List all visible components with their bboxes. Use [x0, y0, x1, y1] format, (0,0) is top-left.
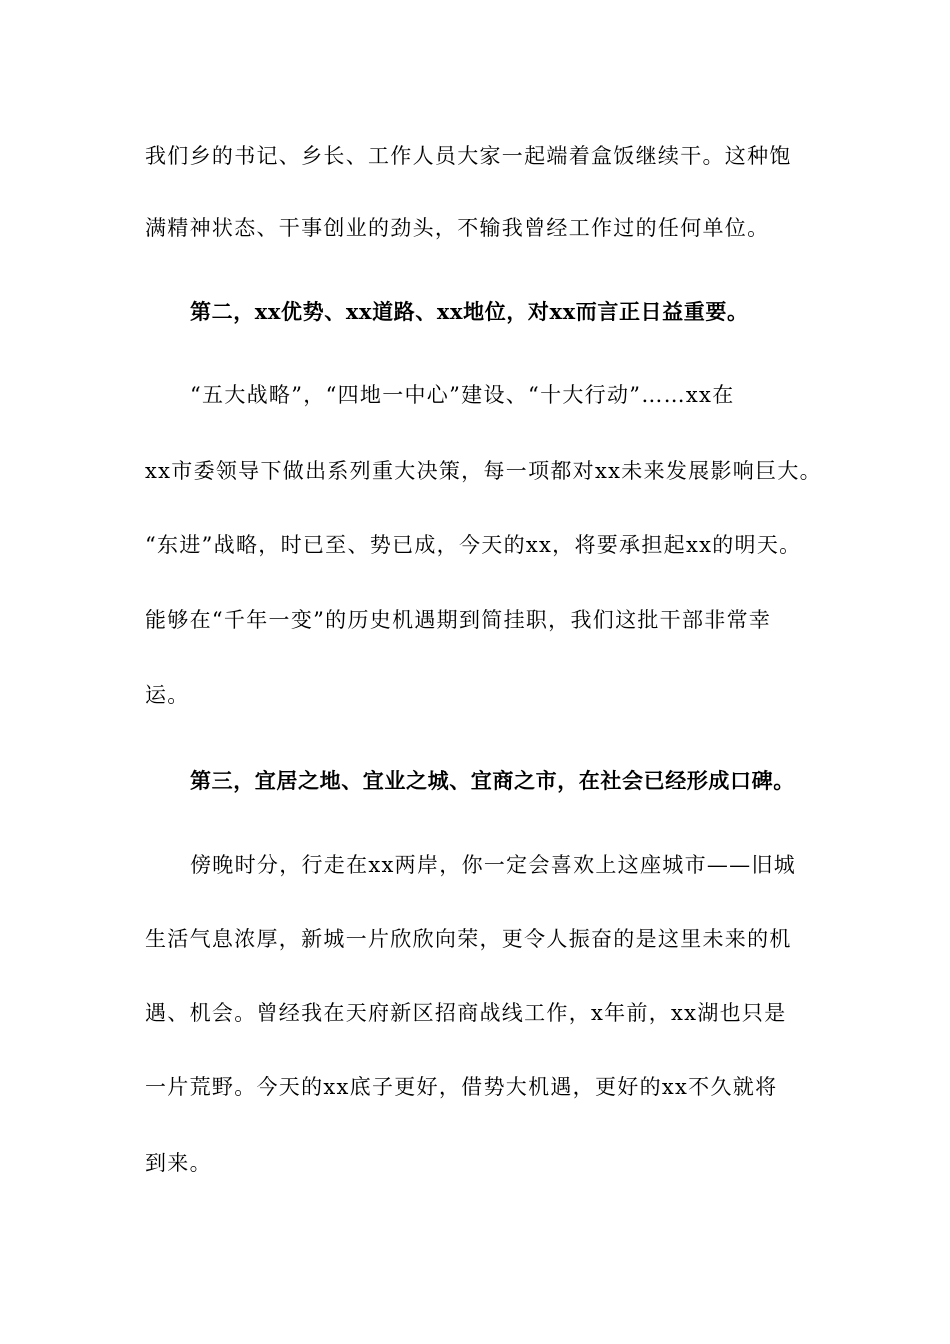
paragraph-line: “五大战略”，“四地一中心”建设、“十大行动”……xx在 — [190, 383, 735, 407]
paragraph-line: 我们乡的书记、乡长、工作人员大家一起端着盒饭继续干。这种饱 — [145, 144, 792, 168]
paragraph-line: “东进”战略，时已至、势已成，今天的xx，将要承担起xx的明天。 — [145, 533, 802, 557]
paragraph-line: 傍晚时分，行走在xx两岸，你一定会喜欢上这座城市——旧城 — [190, 853, 797, 877]
paragraph-line: 满精神状态、干事创业的劲头，不输我曾经工作过的任何单位。 — [145, 216, 770, 240]
paragraph-line: 到来。 — [145, 1151, 212, 1175]
paragraph-line: 遇、机会。曾经我在天府新区招商战线工作，x年前，xx湖也只是 — [145, 1001, 787, 1025]
section-heading: 第三，宜居之地、宜业之城、宜商之市，在社会已经形成口碑。 — [190, 768, 795, 793]
paragraph-line: 运。 — [145, 683, 190, 707]
section-heading: 第二，xx优势、xx道路、xx地位，对xx而言正日益重要。 — [190, 299, 749, 324]
paragraph-line: 一片荒野。今天的xx底子更好，借势大机遇，更好的xx不久就将 — [145, 1075, 778, 1099]
paragraph-line: 能够在“千年一变”的历史机遇期到简挂职，我们这批干部非常幸 — [145, 608, 772, 632]
paragraph-line: xx市委领导下做出系列重大决策，每一项都对xx未来发展影响巨大。 — [145, 459, 822, 483]
paragraph-line: 生活气息浓厚，新城一片欣欣向荣，更令人振奋的是这里未来的机 — [145, 927, 792, 951]
